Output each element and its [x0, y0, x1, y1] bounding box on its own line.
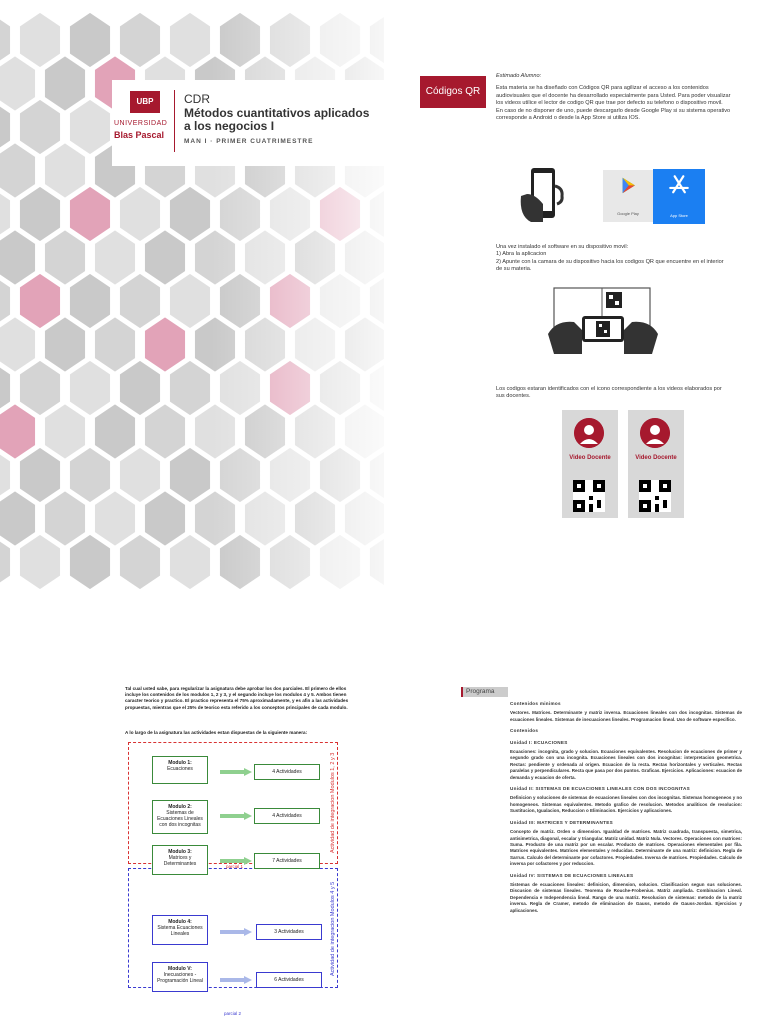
step-2: 2) Apunte con la camara de su dispositivo hacia los codigos QR que encuentre en el interior de su materia.	[496, 258, 724, 273]
module-5-title: Modulo V:	[168, 966, 192, 972]
qr-page	[400, 0, 768, 600]
module-4-activities: 3 Actividades	[256, 924, 322, 940]
hands-phone-icon	[548, 284, 658, 358]
unit-4-text: Sistemas de ecuaciones lineales: definicion, dimension, solucion. Clasificacion segun sus soluciones. Discusion de sistemas lineales. Teorema de Rouche-Frobenius. Matriz ampliada. Combinacion Lineal. Dependencia e Independencia lineal. Rango de una matriz. Resolucion de sistemas: metodo de la matriz inversa. Regla de Cramer, metodo de eliminacion de Gauss, metodo de Gauss-Jordan. Ejercicios y aplicaciones.	[510, 881, 742, 913]
module-3-name: Matrices y Determinantes	[163, 855, 197, 867]
qr-section-tab: Códigos QR	[420, 76, 486, 108]
module-1-box	[152, 756, 208, 784]
parcial-1-label: parcial 1	[226, 864, 244, 869]
qr-intro-text	[496, 73, 731, 122]
module-1-activities: 4 Actividades	[254, 764, 320, 780]
module-5-name: Inecuaciones - Programación Lineal	[157, 972, 203, 984]
series-label: CDR	[184, 92, 210, 106]
video-docente-card-1	[562, 410, 618, 518]
arrow-icon	[220, 812, 252, 820]
module-2-activities: 4 Actividades	[254, 808, 320, 824]
google-play-badge	[603, 170, 653, 222]
module-5-activities: 6 Actividades	[256, 972, 322, 988]
google-play-icon	[603, 170, 653, 210]
min-contents-title: Contenidos minimos	[510, 701, 561, 706]
greeting: Estimado Alumno:	[496, 73, 542, 79]
step-1: 1) Abra la aplicacion	[496, 251, 547, 258]
arrow-icon	[220, 768, 252, 776]
program-page	[400, 640, 768, 1024]
cover-page	[0, 0, 384, 600]
unit-4-title: Unidad IV: SISTEMAS DE ECUACIONES LINEALES	[510, 872, 634, 878]
university-name-line2: Blas Pascal	[114, 130, 165, 140]
program-text	[510, 696, 742, 918]
module-3-box	[152, 845, 208, 875]
module-4-box	[152, 915, 208, 945]
university-name-line1: UNIVERSIDAD	[114, 120, 168, 127]
steps-intro: Una vez instalado el software en su dispositivo movil:	[496, 244, 629, 250]
module-1-title: Modulo 1:	[168, 760, 192, 766]
teacher-icon	[574, 418, 604, 448]
ubp-logo: UBP	[130, 91, 160, 113]
arrow-icon	[220, 928, 252, 936]
qr-code-icon	[573, 480, 605, 512]
module-5-box	[152, 962, 208, 992]
module-2-box	[152, 800, 208, 834]
unit-2-text: Definicion y soluciones de sistemas de ecuaciones lineales con dos incognitas. Sistemas homogeneos y no homogeneos. Sistemas equivalentes. Metodo grafico de resolucion. Metodos analiticos de resolucion: Sustitucion, Igualacion, Reduccion o Eliminacion. Ejercicios y aplicaciones.	[510, 795, 742, 814]
title-divider	[174, 90, 175, 152]
unit-1-text: Ecuaciones: incognita, grado y solucion. Ecuaciones equivalentes. Resolucion de ecuaciones de primer y segundo grado con una incognita. Ecuaciones lineales con dos incognitas: interpretacion geometrica. Rectas: pendiente y ordenada al origen. Ecuacion de la recta. Rectas horizontales y verticales. Rectas paralelas y perpendiculares. Recta que pasa por dos puntos. Graficas. Ejercicios. Aplicaciones: ecuacion de demanda y ecuacion de oferta.	[510, 749, 742, 780]
teacher-icon	[640, 418, 670, 448]
unit-1-title: Unidad I: ECUACIONES	[510, 739, 568, 745]
module-3-activities: 7 Actividades	[254, 853, 320, 869]
app-store-icon	[653, 169, 705, 209]
course-title: Métodos cuantitativos aplicados a los negocios I	[184, 106, 370, 133]
video-docente-label-2: Video Docente	[635, 455, 677, 461]
phone-icon	[517, 166, 567, 226]
min-contents-text: Vectores. Matrices. Determinante y matriz inversa. Ecuaciones lineales con dos incognitas. Sistemas de ecuaciones lineales. Sistemas de inecuaciones lineales. Programacion lineal. Uso de software especifico.	[510, 710, 742, 722]
google-play-label: Google Play	[617, 211, 639, 216]
arrow-icon	[220, 976, 252, 984]
module-1-name: Ecuaciones	[167, 766, 193, 772]
module-4-name: Sistema Ecuaciones Lineales	[157, 925, 203, 937]
modules-page	[0, 640, 384, 1024]
parcial-2-label: parcial 2	[224, 1011, 242, 1016]
integration-label-1: Actividad de integracion Modulos 1, 2 y 3	[330, 752, 336, 854]
video-docente-card-2	[628, 410, 684, 518]
unit-2-title: Unidad II: SISTEMAS DE ECUACIONES LINEALES CON DOS INCOGNITAS	[510, 786, 691, 792]
intro-paragraph: Esta materia se ha diseñado con Códigos QR para agilizar el acceso a los contenidos audiovisuales que el docente ha desarrollado especialmente para Usted. Para poder visualizar los videos utilice el lector de codigo QR que trae por defecto su telefono o dispositivo movil. En caso de no disponer de uno, puede descargarlo desde Google Play si su sistema operativo corresponde a Android o desde la App Store si utiliza IOS.	[496, 85, 731, 122]
integration-label-2: Actividad de integracion Modulos 4 y 5	[330, 881, 336, 977]
course-subtitle: MAN I · PRIMER CUATRIMESTRE	[184, 138, 314, 145]
app-store-badge	[653, 169, 705, 224]
modules-intro: Tal cual usted sabe, para regularizar la asignatura debe aprobar los dos parciales. El primero de ellos incluye los contenidos de los modulos 1, 2 y 3, y el segundo incluye los modulos 4 y 5. Ambos tienen caracter teorico y practico. El practico representa el 75% aproximadamente, y es afin a las actividades propuestas, mientras que el 25% de teorico esta referido a los conceptos principales de cada modulo.	[125, 686, 349, 710]
steps-text	[496, 244, 731, 274]
module-2-title: Modulo 2:	[168, 804, 192, 810]
contents-title: Contenidos	[510, 728, 539, 734]
module-4-title: Modulo 4:	[168, 919, 192, 925]
codes-explanation: Los codigos estaran identificados con el icono correspondiente a los videos elaborados por sus docentes.	[496, 386, 722, 400]
unit-3-text: Concepto de matriz. Orden o dimension. Igualdad de matrices. Matriz cuadrada, transpuesta, simetrica, antisimetrica, diagonal, escalar y triangular. Matriz unidad. Matriz Nula. Vectores. Operaciones con matrices: Suma. Producto de una matriz por un escalar. Producto de matrices. Operaciones elementales por fila. Matrices equivalentes. Matrices elementales y reducidas. Determinante de una matriz: definicion. Regla de Sarrus. Calculo del determinante por cofactores. Propiedades. Inversa de matrices. Propiedades. Calculo de inversa por cofactores y por reduccion.	[510, 829, 742, 867]
module-2-name: Sistemas de Ecuaciones Lineales con dos incognitas	[157, 810, 203, 828]
unit-3-title: Unidad III: MATRICES Y DETERMINANTES	[510, 819, 613, 825]
modules-intro2: A lo largo de la asignatura las actividades estan dispuestas de la siguiente manera:	[125, 730, 308, 735]
video-docente-label-1: Video Docente	[569, 455, 611, 461]
cover-title-block	[112, 80, 384, 166]
app-store-label: App Store	[670, 213, 688, 218]
program-tag: Programa	[461, 687, 508, 697]
qr-code-icon	[639, 480, 671, 512]
module-3-title: Modulo 3:	[168, 849, 192, 855]
